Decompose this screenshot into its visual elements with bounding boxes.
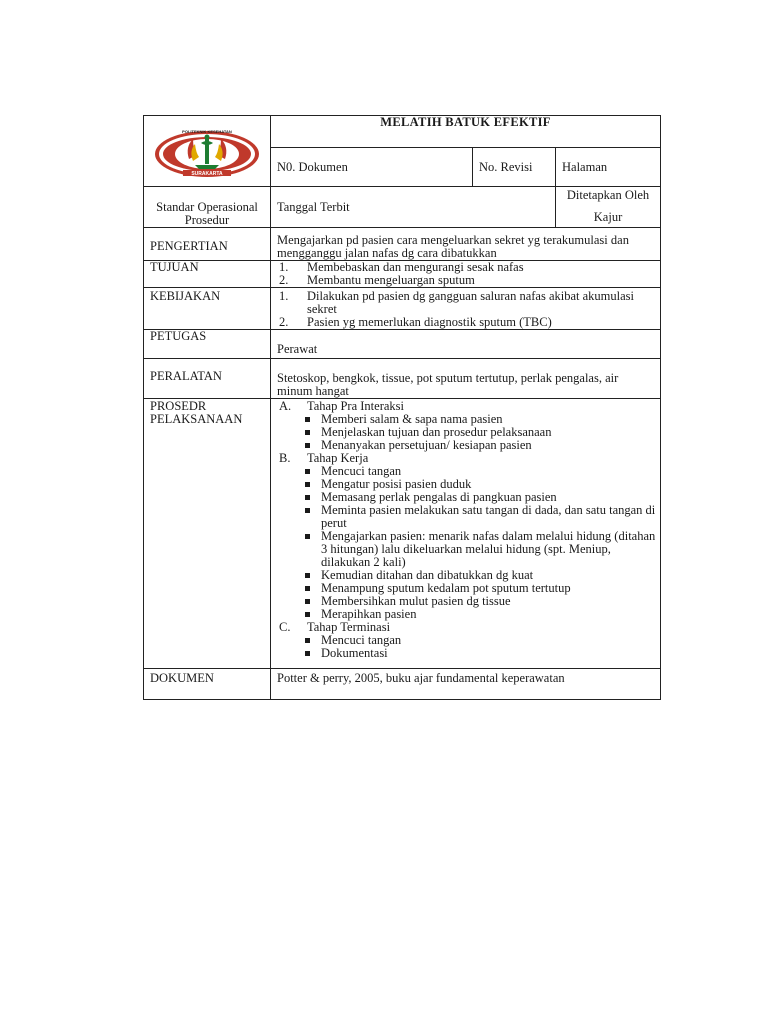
no-revisi-cell: No. Revisi <box>473 148 556 187</box>
ditetapkan-oleh: Ditetapkan Oleh <box>566 188 650 202</box>
prosedur-item: Memasang perlak pengalas di pangkuan pasien <box>277 491 656 504</box>
tujuan-item: 1. Membebaskan dan mengurangi sesak nafas <box>279 260 524 274</box>
prosedur-item: Mencuci tangan <box>277 465 656 478</box>
dokumen-text: Potter & perry, 2005, buku ajar fundamental keperawatan <box>271 669 661 700</box>
prosedur-item: Memberi salam & sapa nama pasien <box>277 413 656 426</box>
kebijakan-item: 1. Dilakukan pd pasien dg gangguan saluran nafas akibat akumulasi sekret <box>279 289 634 316</box>
section-a-title: A. Tahap Pra Interaksi <box>279 399 405 413</box>
prosedur-item: Dokumentasi <box>277 647 656 660</box>
peralatan-label: PERALATAN <box>144 359 271 399</box>
tujuan-content <box>271 261 661 288</box>
kebijakan-content <box>271 288 661 330</box>
prosedur-content <box>271 399 661 669</box>
petugas-label: PETUGAS <box>144 330 271 359</box>
kajur: Kajur <box>593 210 623 224</box>
sop-label: Standar Operasional Prosedur <box>144 187 271 228</box>
tujuan-item: 2. Membantu mengeluargan sputum <box>279 273 475 287</box>
sop-document <box>143 115 660 700</box>
kebijakan-label: KEBIJAKAN <box>144 288 271 330</box>
prosedur-label: PROSEDR PELAKSANAAN <box>144 399 271 669</box>
pengertian-text: Mengajarkan pd pasien cara mengeluarkan sekret yg terakumulasi dan mengganggu jalan nafas dg cara dibatukkan <box>271 228 661 261</box>
logo-cell <box>144 116 271 187</box>
no-dokumen-cell: N0. Dokumen <box>271 148 473 187</box>
content-table <box>143 227 661 700</box>
prosedur-item: Mengajarkan pasien: menarik nafas dalam melalui hidung (ditahan 3 hitungan) lalu dikeluarkan melalui hidung (spt. Meniup, dilakukan 2 kali) <box>277 530 656 569</box>
institution-logo <box>149 129 265 179</box>
header-table <box>143 115 661 228</box>
peralatan-text: Stetoskop, bengkok, tissue, pot sputum tertutup, perlak pengalas, air minum hangat <box>271 359 661 399</box>
petugas-text: Perawat <box>271 330 661 359</box>
logo-text-bottom: SURAKARTA <box>191 171 223 177</box>
pengertian-label: PENGERTIAN <box>144 228 271 261</box>
tujuan-label: TUJUAN <box>144 261 271 288</box>
halaman-cell: Halaman <box>556 148 661 187</box>
prosedur-item: Meminta pasien melakukan satu tangan di dada, dan satu tangan di perut <box>277 504 656 530</box>
prosedur-item: Mengatur posisi pasien duduk <box>277 478 656 491</box>
ditetapkan-cell <box>556 187 661 228</box>
prosedur-item: Mencuci tangan <box>277 634 656 647</box>
section-b-title: B. Tahap Kerja <box>279 451 369 465</box>
tanggal-terbit-cell: Tanggal Terbit <box>271 187 556 228</box>
prosedur-item: Membersihkan mulut pasien dg tissue <box>277 595 656 608</box>
prosedur-item: Menampung sputum kedalam pot sputum tertutup <box>277 582 656 595</box>
prosedur-item: Menjelaskan tujuan dan prosedur pelaksanaan <box>277 426 656 439</box>
document-title: MELATIH BATUK EFEKTIF <box>271 116 661 148</box>
logo-text-top: POLITEKNIK KESEHATAN <box>182 129 232 134</box>
prosedur-item: Kemudian ditahan dan dibatukkan dg kuat <box>277 569 656 582</box>
prosedur-item: Menanyakan persetujuan/ kesiapan pasien <box>277 439 656 452</box>
dokumen-label: DOKUMEN <box>144 669 271 700</box>
kebijakan-item: 2. Pasien yg memerlukan diagnostik sputum (TBC) <box>279 315 552 329</box>
prosedur-item: Merapihkan pasien <box>277 608 656 621</box>
section-c-title: C. Tahap Terminasi <box>279 620 391 634</box>
